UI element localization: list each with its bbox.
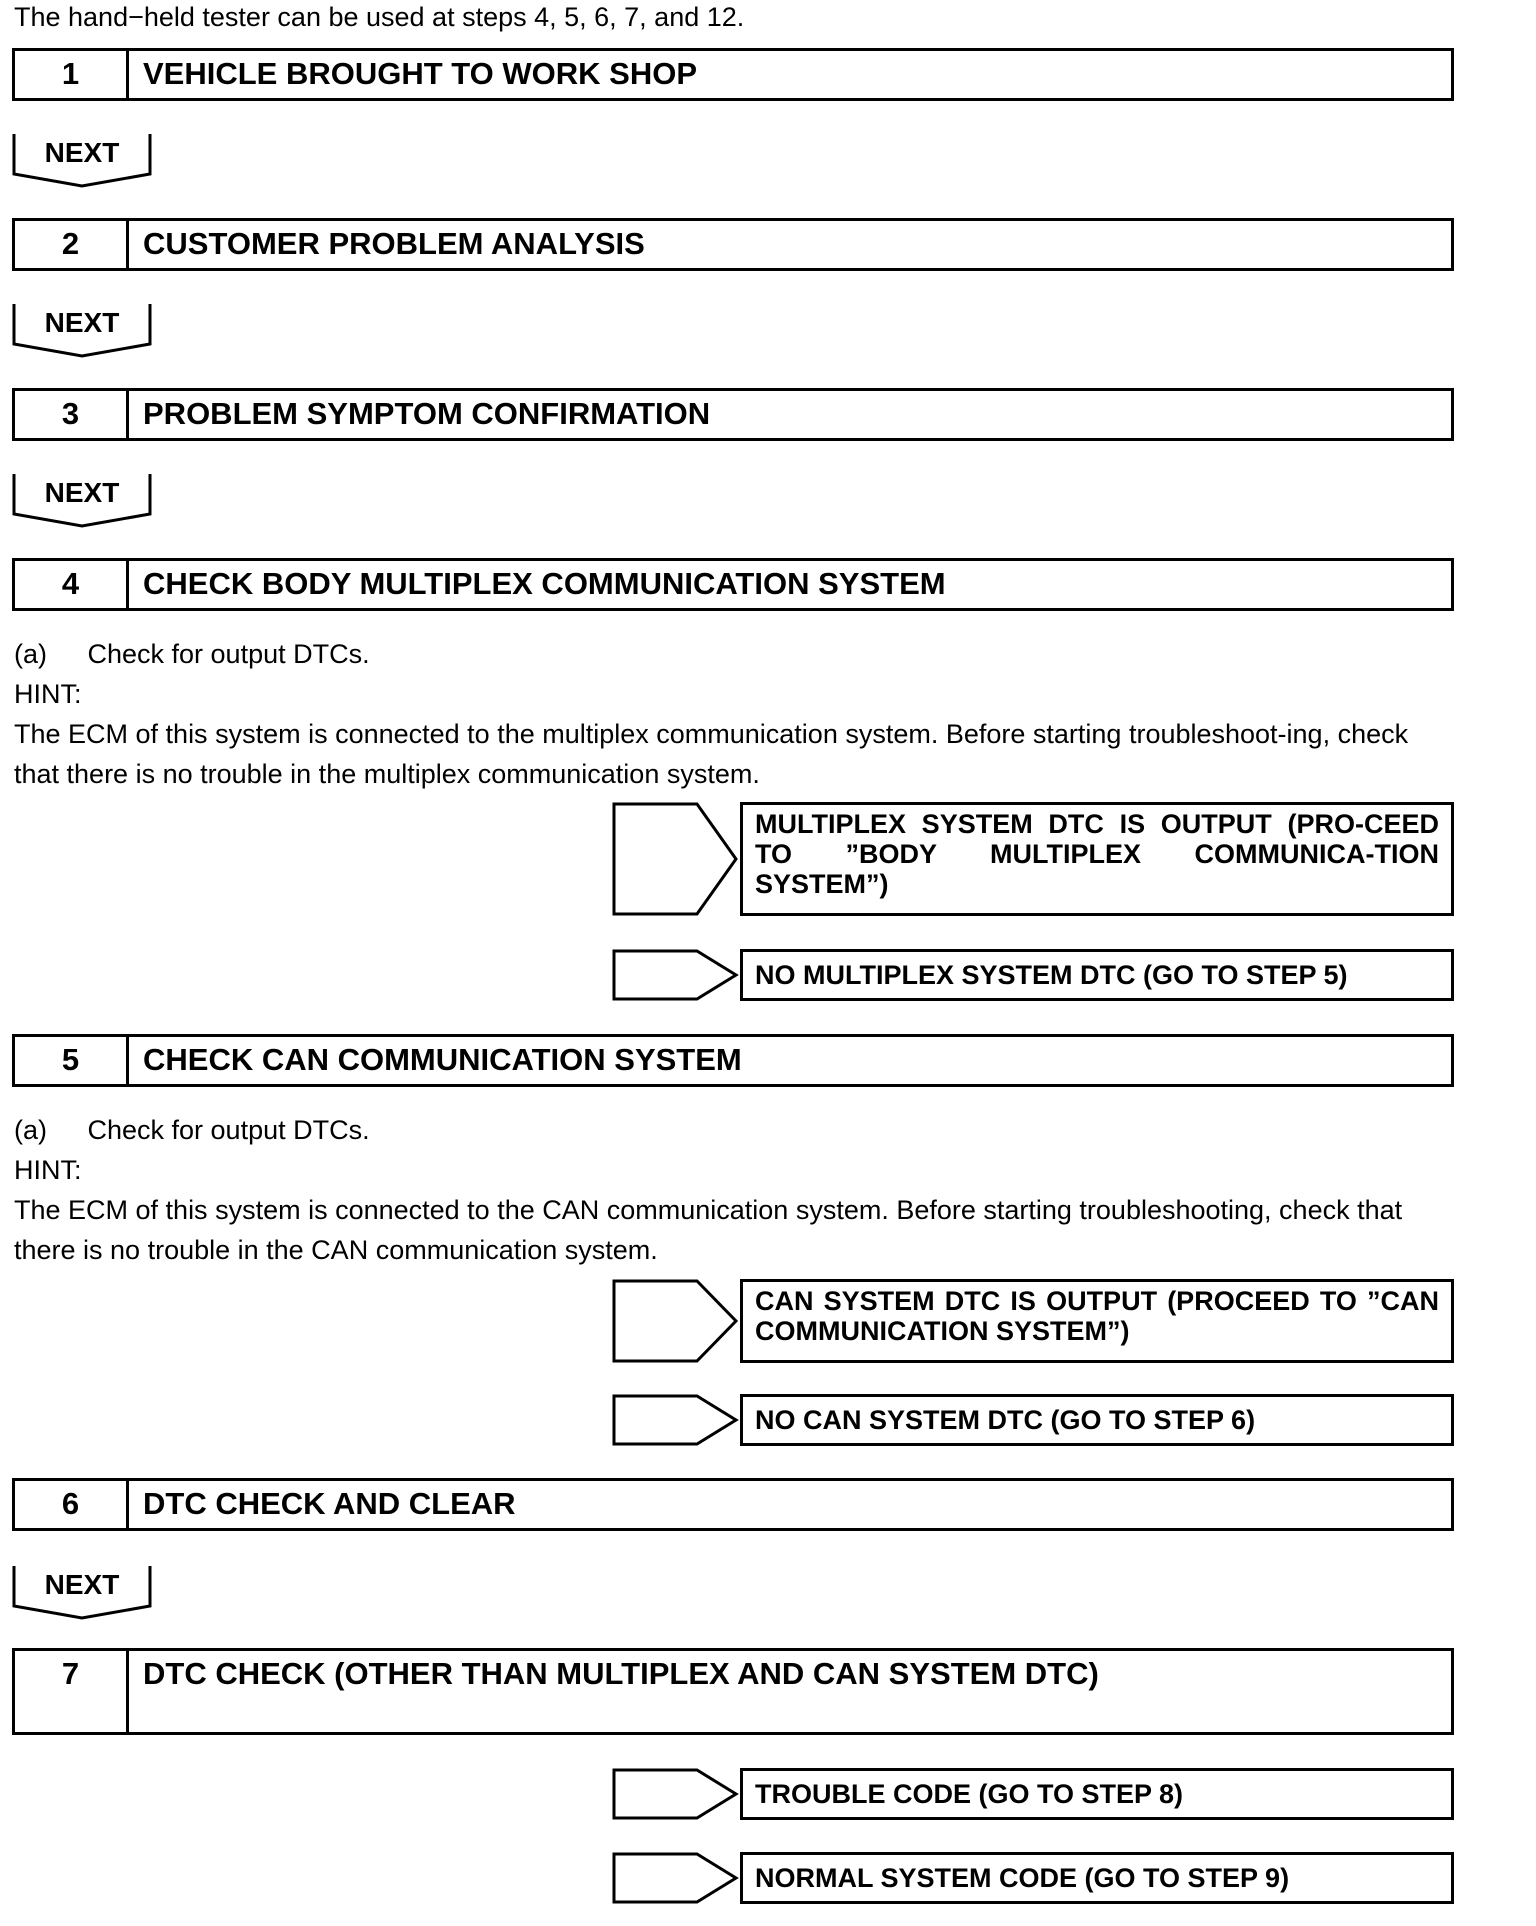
result-arrow-icon bbox=[612, 1279, 740, 1363]
result-box-no-multiplex-dtc: NO MULTIPLEX SYSTEM DTC (GO TO STEP 5) bbox=[740, 949, 1454, 1001]
step-number: 7 bbox=[15, 1651, 129, 1732]
result-arrow-icon bbox=[612, 1768, 740, 1820]
step-4-hint-text: The ECM of this system is connected to the multiplex communication system. Before starting troubleshoot-ing, check that there is no trouble in the multiplex communication system. bbox=[14, 719, 1409, 789]
step-title: CHECK BODY MULTIPLEX COMMUNICATION SYSTEM bbox=[143, 566, 946, 601]
next-button-1[interactable] bbox=[12, 132, 152, 192]
step-number: 2 bbox=[15, 221, 129, 268]
result-box-no-can-dtc: NO CAN SYSTEM DTC (GO TO STEP 6) bbox=[740, 1394, 1454, 1446]
step-title: DTC CHECK AND CLEAR bbox=[143, 1486, 516, 1521]
step-title: VEHICLE BROUGHT TO WORK SHOP bbox=[143, 56, 698, 91]
step-5-header bbox=[12, 1034, 1454, 1087]
result-arrow-icon bbox=[612, 1852, 740, 1904]
step-number: 1 bbox=[15, 51, 129, 98]
step-number: 5 bbox=[15, 1037, 129, 1084]
result-box-trouble-code: TROUBLE CODE (GO TO STEP 8) bbox=[740, 1768, 1454, 1820]
result-arrow-icon bbox=[612, 802, 740, 916]
next-button-6[interactable] bbox=[12, 1564, 152, 1624]
step-3-header bbox=[12, 388, 1454, 441]
step-number: 6 bbox=[15, 1481, 129, 1528]
step-4-header bbox=[12, 558, 1454, 611]
step-title: PROBLEM SYMPTOM CONFIRMATION bbox=[143, 396, 711, 431]
step-title: DTC CHECK (OTHER THAN MULTIPLEX AND CAN SYSTEM DTC) bbox=[143, 1656, 1099, 1691]
step-7-header bbox=[12, 1648, 1454, 1735]
step-6-header bbox=[12, 1478, 1454, 1531]
step-5-hint-label: HINT: bbox=[14, 1155, 82, 1185]
step-title: CUSTOMER PROBLEM ANALYSIS bbox=[143, 226, 645, 261]
next-button-3[interactable] bbox=[12, 472, 152, 532]
next-label: NEXT bbox=[44, 1569, 120, 1600]
step-4-hint-label: HINT: bbox=[14, 679, 82, 709]
next-button-2[interactable] bbox=[12, 302, 152, 362]
result-box-normal-code: NORMAL SYSTEM CODE (GO TO STEP 9) bbox=[740, 1852, 1454, 1904]
step-1-header bbox=[12, 48, 1454, 101]
next-label: NEXT bbox=[44, 307, 120, 338]
result-box-multiplex-dtc: MULTIPLEX SYSTEM DTC IS OUTPUT (PRO-CEED TO ”BODY MULTIPLEX COMMUNICA-TION SYSTEM”) bbox=[740, 802, 1454, 916]
intro-text: The hand−held tester can be used at steps 4, 5, 6, 7, and 12. bbox=[14, 2, 745, 32]
step-5-hint-text: The ECM of this system is connected to the CAN communication system. Before starting troubleshooting, check that there is no trouble in the CAN communication system. bbox=[14, 1195, 1403, 1265]
result-arrow-icon bbox=[612, 1394, 740, 1446]
step-title: CHECK CAN COMMUNICATION SYSTEM bbox=[143, 1042, 742, 1077]
result-box-can-dtc: CAN SYSTEM DTC IS OUTPUT (PROCEED TO ”CAN COMMUNICATION SYSTEM”) bbox=[740, 1279, 1454, 1363]
step-number: 3 bbox=[15, 391, 129, 438]
step-number: 4 bbox=[15, 561, 129, 608]
next-label: NEXT bbox=[44, 477, 120, 508]
result-arrow-icon bbox=[612, 949, 740, 1001]
step-4-check: (a) Check for output DTCs. bbox=[14, 639, 370, 669]
step-2-header bbox=[12, 218, 1454, 271]
next-label: NEXT bbox=[44, 137, 120, 168]
step-5-check: (a) Check for output DTCs. bbox=[14, 1115, 370, 1145]
